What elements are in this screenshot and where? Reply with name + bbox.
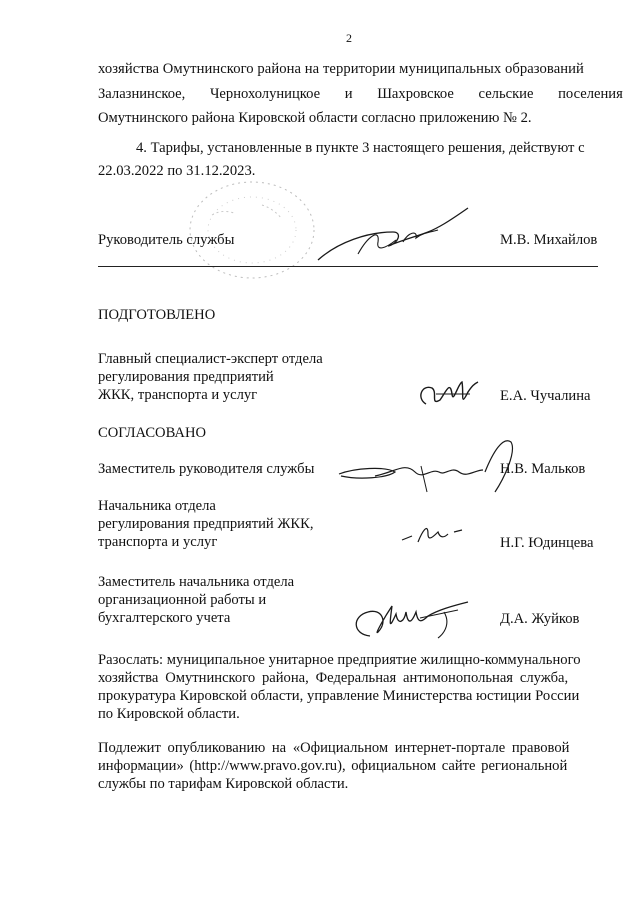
publication-line-3: службы по тарифам Кировской области. bbox=[98, 776, 349, 792]
deputy-role: Заместитель руководителя службы bbox=[98, 461, 315, 477]
deputy-dept-head-signature-image bbox=[348, 592, 478, 647]
intro-line-2: Залазнинское, Чернохолуницкое и Шахровское сельские поселения bbox=[98, 86, 623, 102]
deputy-dept-head-role-line-2: организационной работы и bbox=[98, 592, 267, 608]
prepared-role-line-2: регулирования предприятий bbox=[98, 369, 274, 385]
distribution-line-4: по Кировской области. bbox=[98, 706, 240, 722]
prepared-role-line-3: ЖКК, транспорта и услуг bbox=[98, 387, 258, 403]
deputy-dept-head-role-line-3: бухгалтерского учета bbox=[98, 610, 231, 626]
distribution-line-3: прокуратура Кировской области, управление Министерства юстиции России bbox=[98, 688, 580, 704]
head-role: Руководитель службы bbox=[98, 232, 235, 248]
agreed-heading: СОГЛАСОВАНО bbox=[98, 425, 207, 441]
prepared-signature-image bbox=[412, 374, 482, 414]
deputy-dept-head-role-line-1: Заместитель начальника отдела bbox=[98, 574, 295, 590]
dept-head-name: Н.Г. Юдинцева bbox=[500, 535, 594, 551]
dept-head-role-line-3: транспорта и услуг bbox=[98, 534, 218, 550]
dept-head-role-line-2: регулирования предприятий ЖКК, bbox=[98, 516, 314, 532]
prepared-name: Е.А. Чучалина bbox=[500, 388, 591, 404]
deputy-signature-image bbox=[335, 432, 525, 507]
dept-head-role-line-1: Начальника отдела bbox=[98, 498, 216, 514]
prepared-heading: ПОДГОТОВЛЕНО bbox=[98, 307, 216, 323]
intro-line-3: Омутнинского района Кировской области согласно приложению № 2. bbox=[98, 110, 532, 126]
stamp-seal-image bbox=[182, 175, 322, 285]
intro-line-1: хозяйства Омутнинского района на территории муниципальных образований bbox=[98, 61, 584, 77]
prepared-role-line-1: Главный специалист-эксперт отдела bbox=[98, 351, 323, 367]
deputy-name: Н.В. Мальков bbox=[500, 461, 586, 477]
publication-line-2: информации» (http://www.pravo.gov.ru), официальном сайте региональной bbox=[98, 758, 568, 774]
dept-head-signature-image bbox=[398, 518, 468, 548]
clause4-line-1: 4. Тарифы, установленные в пункте 3 настоящего решения, действуют с bbox=[136, 140, 585, 156]
deputy-dept-head-name: Д.А. Жуйков bbox=[500, 611, 580, 627]
distribution-line-2: хозяйства Омутнинского района, Федеральная антимонопольная служба, bbox=[98, 670, 569, 686]
publication-line-1: Подлежит опубликованию на «Официальном интернет-портале правовой bbox=[98, 740, 570, 756]
page-number: 2 bbox=[346, 31, 352, 45]
distribution-line-1: Разослать: муниципальное унитарное предприятие жилищно-коммунального bbox=[98, 652, 581, 668]
head-name: М.В. Михайлов bbox=[500, 232, 598, 248]
head-signature-image bbox=[308, 202, 473, 272]
clause4-line-2: 22.03.2022 по 31.12.2023. bbox=[98, 163, 256, 179]
divider-line bbox=[98, 266, 598, 267]
